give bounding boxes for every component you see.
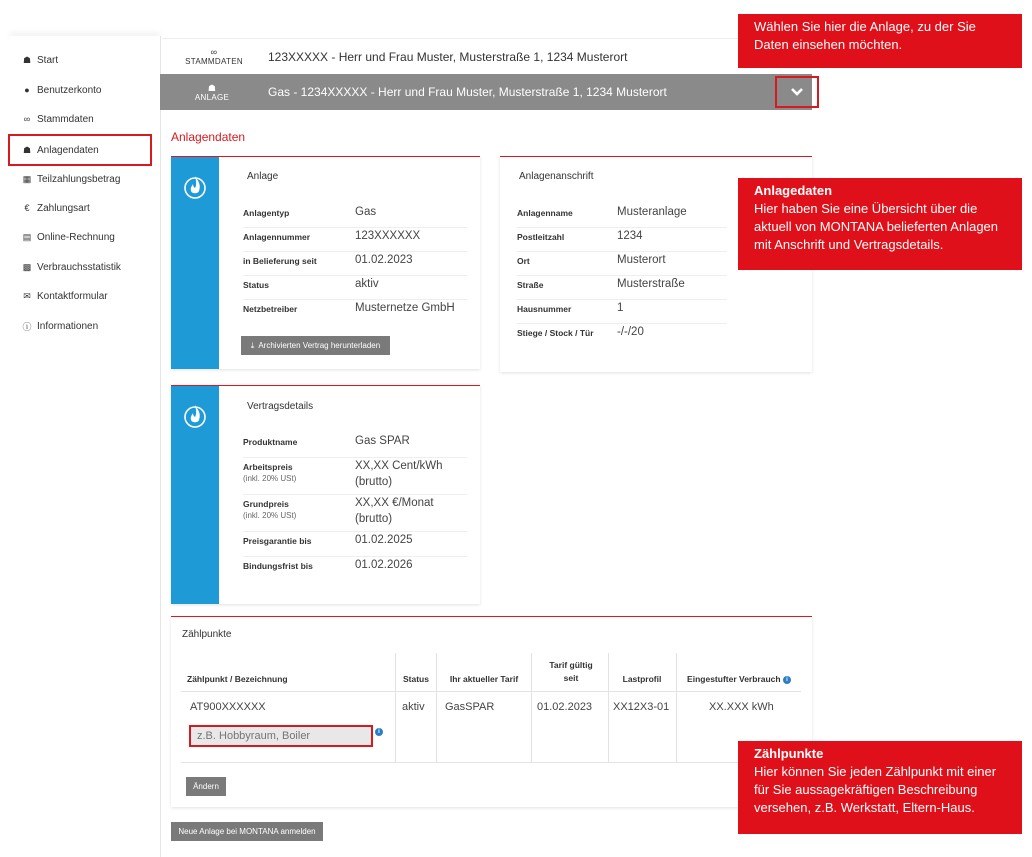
sidebar-item-start[interactable] xyxy=(10,46,152,74)
anlage-selector-bar[interactable] xyxy=(160,74,812,110)
sidebar-item-label: Verbrauchsstatistik xyxy=(37,261,121,273)
card-accent xyxy=(171,386,219,604)
vertrag-card xyxy=(171,385,480,604)
anlage-badge xyxy=(160,74,264,110)
flame-icon xyxy=(183,172,207,200)
info-row: Netzbetreiber Musternetze GmbH xyxy=(243,302,455,314)
table-header: Eingestufter Verbrauch i xyxy=(681,674,797,684)
user-icon: ● xyxy=(24,85,30,95)
card-accent xyxy=(171,157,219,369)
column-divider xyxy=(395,653,396,763)
table-header: Status xyxy=(403,674,429,684)
info-row: Straße Musterstraße xyxy=(517,276,727,300)
handshake-icon: ∞ xyxy=(23,114,31,124)
info-row: Ort Musterort xyxy=(517,252,727,276)
sidebar-item-label: Online-Rechnung xyxy=(37,231,115,243)
euro-icon: € xyxy=(24,203,30,213)
sidebar-item-online-rechnung[interactable] xyxy=(10,223,152,251)
anlage-dropdown-button[interactable] xyxy=(775,76,819,108)
download-icon: ⤓ xyxy=(250,340,255,350)
download-contract-button[interactable]: ⤓ Archivierten Vertrag herunterladen xyxy=(241,336,390,355)
info-icon: ⓘ xyxy=(22,321,32,332)
info-row: Hausnummer 1 xyxy=(517,300,727,324)
callout-anlagedaten xyxy=(738,178,1022,270)
handshake-icon: ∞ xyxy=(210,47,218,57)
anschrift-card-title: Anlagenanschrift xyxy=(519,171,594,182)
section-title: Anlagendaten xyxy=(171,130,246,144)
document-icon: ▤ xyxy=(22,231,32,242)
zaehlpunkte-card xyxy=(171,616,812,807)
flame-icon xyxy=(183,401,207,429)
anlage-badge-label: ANLAGE xyxy=(194,92,230,102)
info-icon[interactable]: i xyxy=(783,676,791,684)
home-icon: ☗ xyxy=(22,54,32,65)
stammdaten-bar[interactable] xyxy=(162,38,812,74)
new-anlage-button[interactable]: Neue Anlage bei MONTANA anmelden xyxy=(171,822,323,841)
info-row: Anlagennummer 123XXXXXX xyxy=(243,228,467,252)
callout-text: Hier haben Sie eine Übersicht über die aktuell von MONTANA belieferten Anlagen mit Anschrift und Vertragsdetails. xyxy=(754,201,999,252)
calculator-icon: ▦ xyxy=(22,173,32,184)
column-divider xyxy=(436,653,437,763)
callout-title: Anlagedaten xyxy=(754,183,833,198)
stammdaten-badge xyxy=(162,39,266,74)
bar-chart-icon: ▩ xyxy=(22,261,32,272)
sidebar xyxy=(10,36,162,857)
zaehlpunkte-title: Zählpunkte xyxy=(182,629,232,640)
envelope-icon: ✉ xyxy=(23,290,31,301)
sidebar-item-anlagendaten[interactable] xyxy=(8,134,152,166)
anlage-text: Gas - 1234XXXXX - Herr und Frau Muster, Musterstraße 1, 1234 Musterort xyxy=(268,85,667,99)
column-divider xyxy=(608,653,609,763)
info-row: Produktname Gas SPAR xyxy=(243,433,467,458)
sidebar-item-label: Benutzerkonto xyxy=(37,84,102,96)
sidebar-item-label: Informationen xyxy=(37,320,99,332)
zaehlpunkt-description-input[interactable] xyxy=(189,725,373,747)
info-row: in Belieferung seit 01.02.2023 xyxy=(243,252,467,276)
info-row: Bindungsfrist bis 01.02.2026 xyxy=(243,559,413,571)
sidebar-item-verbrauchsstatistik[interactable] xyxy=(10,253,152,281)
table-header: Tarif gültig seit xyxy=(549,660,593,683)
change-button[interactable]: Ändern xyxy=(186,777,226,796)
table-header: Lastprofil xyxy=(622,674,662,684)
header-divider xyxy=(181,691,801,692)
info-row: Anlagentyp Gas xyxy=(243,204,467,228)
callout-zaehlpunkte xyxy=(738,741,1022,834)
stammdaten-badge-label: STAMMDATEN xyxy=(185,57,243,66)
info-row: Preisgarantie bis 01.02.2025 xyxy=(243,532,467,557)
info-icon[interactable]: i xyxy=(375,728,383,736)
home-icon: ☗ xyxy=(207,82,217,93)
sidebar-item-label: Stammdaten xyxy=(37,113,94,125)
info-row: Postleitzahl 1234 xyxy=(517,228,727,252)
table-header: Zählpunkt / Bezeichnung xyxy=(187,674,288,684)
info-row: Anlagenname Musteranlage xyxy=(517,204,727,228)
zaehlpunkt-verbrauch: XX.XXX kWh xyxy=(709,701,774,713)
sidebar-item-label: Kontaktformular xyxy=(37,290,108,302)
table-header: Ihr aktueller Tarif xyxy=(449,674,519,684)
info-row: Arbeitspreis (inkl. 20% USt) XX,XX Cent/kWh (brutto) xyxy=(243,458,467,495)
sidebar-item-label: Anlagendaten xyxy=(37,144,99,156)
sidebar-divider xyxy=(160,36,161,857)
column-divider xyxy=(531,653,532,763)
callout-text: Hier können Sie jeden Zählpunkt mit einer für Sie aussagekräftigen Beschreibung versehen, z.B. Werkstatt, Eltern-Haus. xyxy=(754,764,997,815)
callout-title: Zählpunkte xyxy=(754,746,824,761)
zaehlpunkt-lastprofil: XX12X3-01 xyxy=(613,701,670,713)
sidebar-item-label: Teilzahlungsbetrag xyxy=(37,173,121,185)
sidebar-item-benutzerkonto[interactable] xyxy=(10,76,152,104)
zaehlpunkt-status: aktiv xyxy=(402,701,425,713)
row-divider xyxy=(181,762,801,763)
sidebar-item-kontaktformular[interactable] xyxy=(10,282,152,310)
stammdaten-text: 123XXXXX - Herr und Frau Muster, Musterstraße 1, 1234 Musterort xyxy=(268,49,628,64)
info-row: Grundpreis (inkl. 20% USt) XX,XX €/Monat (brutto) xyxy=(243,495,467,532)
zaehlpunkt-tarif: GasSPAR xyxy=(445,701,495,713)
sidebar-item-label: Start xyxy=(37,54,59,66)
info-row: Stiege / Stock / Tür -/-/20 xyxy=(517,326,644,338)
chevron-down-icon xyxy=(790,87,804,97)
sidebar-item-zahlungsart[interactable] xyxy=(10,194,152,222)
sidebar-item-stammdaten[interactable] xyxy=(10,105,152,133)
anlage-card xyxy=(171,156,480,369)
home-icon: ☗ xyxy=(22,144,32,155)
sidebar-item-teilzahlungsbetrag[interactable] xyxy=(10,165,152,193)
zaehlpunkt-gueltig: 01.02.2023 xyxy=(537,701,593,713)
column-divider xyxy=(676,653,677,763)
zaehlpunkt-id: AT900XXXXXX xyxy=(190,701,266,713)
callout-top: Wählen Sie hier die Anlage, zu der Sie Daten einsehen möchten. xyxy=(738,14,1022,68)
vertrag-card-title: Vertragsdetails xyxy=(247,401,314,412)
info-row: Status aktiv xyxy=(243,276,467,300)
anlage-card-title: Anlage xyxy=(247,171,279,182)
sidebar-item-label: Zahlungsart xyxy=(37,202,90,214)
sidebar-item-informationen[interactable] xyxy=(10,312,152,340)
